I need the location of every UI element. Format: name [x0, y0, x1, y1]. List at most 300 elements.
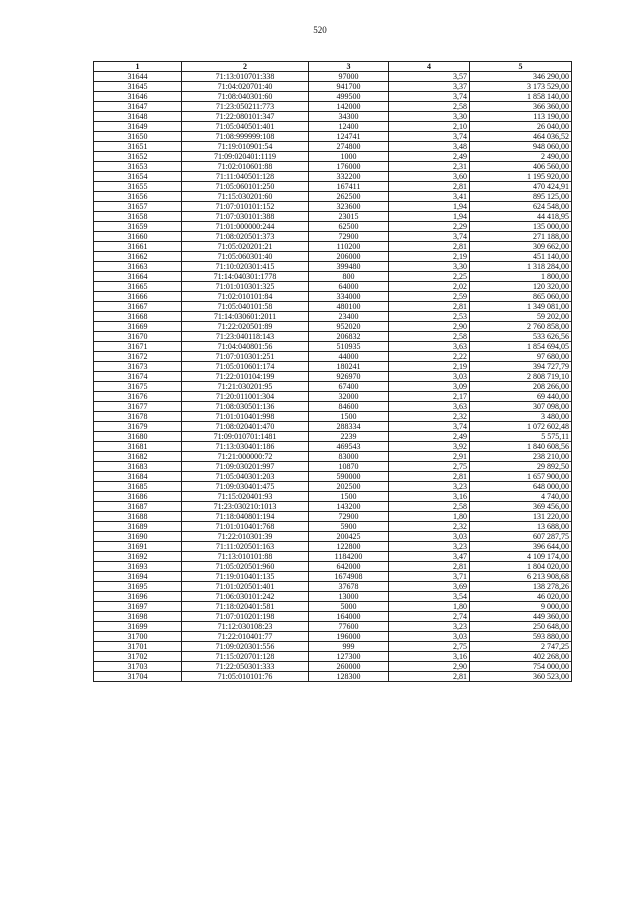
row-number-cell: 31690: [94, 532, 182, 542]
rate-cell: 2,81: [389, 562, 470, 572]
rate-cell: 2,17: [389, 392, 470, 402]
rate-cell: 1,94: [389, 202, 470, 212]
value-cell: 533 626,56: [470, 332, 572, 342]
row-number-cell: 31692: [94, 552, 182, 562]
area-cell: 97000: [309, 72, 389, 82]
row-number-cell: 31685: [94, 482, 182, 492]
column-header-1: 1: [94, 62, 182, 72]
value-cell: 470 424,91: [470, 182, 572, 192]
value-cell: 360 523,00: [470, 672, 572, 682]
rate-cell: 2,58: [389, 102, 470, 112]
area-cell: 84600: [309, 402, 389, 412]
area-cell: 23400: [309, 312, 389, 322]
cadastral-number-cell: 71:19:010401:135: [182, 572, 309, 582]
area-cell: 926970: [309, 372, 389, 382]
rate-cell: 2,90: [389, 322, 470, 332]
cadastral-number-cell: 71:08:020401:470: [182, 422, 309, 432]
table-row: [94, 202, 572, 212]
area-cell: 34300: [309, 112, 389, 122]
value-cell: 1 858 140,00: [470, 92, 572, 102]
row-number-cell: 31660: [94, 232, 182, 242]
rate-cell: 3,03: [389, 372, 470, 382]
area-cell: 176000: [309, 162, 389, 172]
table-row: [94, 82, 572, 92]
area-cell: 180241: [309, 362, 389, 372]
rate-cell: 3,74: [389, 132, 470, 142]
cadastral-number-cell: 71:21:030201:95: [182, 382, 309, 392]
rate-cell: 2,02: [389, 282, 470, 292]
rate-cell: 3,03: [389, 632, 470, 642]
cadastral-number-cell: 71:21:000000:72: [182, 452, 309, 462]
row-number-cell: 31687: [94, 502, 182, 512]
row-number-cell: 31657: [94, 202, 182, 212]
column-header-3: 3: [309, 62, 389, 72]
area-cell: 64000: [309, 282, 389, 292]
row-number-cell: 31662: [94, 252, 182, 262]
row-number-cell: 31653: [94, 162, 182, 172]
row-number-cell: 31703: [94, 662, 182, 672]
cadastral-number-cell: 71:04:040801:56: [182, 342, 309, 352]
area-cell: 260000: [309, 662, 389, 672]
area-cell: 124741: [309, 132, 389, 142]
value-cell: 346 290,00: [470, 72, 572, 82]
table-row: [94, 92, 572, 102]
area-cell: 262500: [309, 192, 389, 202]
value-cell: 5 575,11: [470, 432, 572, 442]
cadastral-number-cell: 71:14:040301:1778: [182, 272, 309, 282]
cadastral-number-cell: 71:08:030501:136: [182, 402, 309, 412]
cadastral-number-cell: 71:15:020701:128: [182, 652, 309, 662]
table-row: [94, 272, 572, 282]
value-cell: 238 210,00: [470, 452, 572, 462]
row-number-cell: 31647: [94, 102, 182, 112]
row-number-cell: 31671: [94, 342, 182, 352]
area-cell: 142000: [309, 102, 389, 112]
row-number-cell: 31689: [94, 522, 182, 532]
table-row: [94, 292, 572, 302]
area-cell: 510935: [309, 342, 389, 352]
row-number-cell: 31659: [94, 222, 182, 232]
cadastral-number-cell: 71:07:010201:198: [182, 612, 309, 622]
row-number-cell: 31680: [94, 432, 182, 442]
area-cell: 83000: [309, 452, 389, 462]
value-cell: 1 657 900,00: [470, 472, 572, 482]
table-row: [94, 102, 572, 112]
rate-cell: 3,37: [389, 82, 470, 92]
rate-cell: 2,31: [389, 162, 470, 172]
area-cell: 274800: [309, 142, 389, 152]
rate-cell: 2,32: [389, 522, 470, 532]
area-cell: 480100: [309, 302, 389, 312]
rate-cell: 3,48: [389, 142, 470, 152]
rate-cell: 3,71: [389, 572, 470, 582]
cadastral-number-cell: 71:08:040301:60: [182, 92, 309, 102]
value-cell: 1 804 020,00: [470, 562, 572, 572]
rate-cell: 2,81: [389, 472, 470, 482]
table-row: [94, 182, 572, 192]
row-number-cell: 31645: [94, 82, 182, 92]
rate-cell: 2,81: [389, 302, 470, 312]
table-row: [94, 652, 572, 662]
table-row: [94, 412, 572, 422]
value-cell: 135 000,00: [470, 222, 572, 232]
rate-cell: 2,59: [389, 292, 470, 302]
area-cell: 1500: [309, 412, 389, 422]
cadastral-number-cell: 71:09:030201:997: [182, 462, 309, 472]
value-cell: 1 800,00: [470, 272, 572, 282]
rate-cell: 3,03: [389, 532, 470, 542]
cadastral-number-cell: 71:22:050301:333: [182, 662, 309, 672]
area-cell: 800: [309, 272, 389, 282]
page-number: 520: [313, 25, 327, 35]
row-number-cell: 31656: [94, 192, 182, 202]
table-row: [94, 262, 572, 272]
table-row: [94, 422, 572, 432]
cadastral-number-cell: 71:05:040301:203: [182, 472, 309, 482]
cadastral-number-cell: 71:22:080101:347: [182, 112, 309, 122]
rate-cell: 3,41: [389, 192, 470, 202]
value-cell: 46 020,00: [470, 592, 572, 602]
table-row: [94, 472, 572, 482]
cadastral-number-cell: 71:14:030601:2011: [182, 312, 309, 322]
row-number-cell: 31644: [94, 72, 182, 82]
area-cell: 127300: [309, 652, 389, 662]
value-cell: 1 349 081,00: [470, 302, 572, 312]
row-number-cell: 31673: [94, 362, 182, 372]
area-cell: 110200: [309, 242, 389, 252]
area-cell: 128300: [309, 672, 389, 682]
rate-cell: 2,32: [389, 412, 470, 422]
cadastral-number-cell: 71:22:010301:39: [182, 532, 309, 542]
row-number-cell: 31654: [94, 172, 182, 182]
cadastral-number-cell: 71:09:020401:1119: [182, 152, 309, 162]
cadastral-number-cell: 71:08:999999:108: [182, 132, 309, 142]
value-cell: 396 644,00: [470, 542, 572, 552]
area-cell: 499500: [309, 92, 389, 102]
cadastral-number-cell: 71:09:010701:1481: [182, 432, 309, 442]
value-cell: 138 278,26: [470, 582, 572, 592]
area-cell: 399480: [309, 262, 389, 272]
cadastral-number-cell: 71:01:010301:325: [182, 282, 309, 292]
area-cell: 332200: [309, 172, 389, 182]
cadastral-number-cell: 71:01:020501:401: [182, 582, 309, 592]
table-row: [94, 72, 572, 82]
value-cell: 26 040,00: [470, 122, 572, 132]
table-row: [94, 222, 572, 232]
cadastral-number-cell: 71:18:020401:581: [182, 602, 309, 612]
table-row: [94, 212, 572, 222]
cadastral-number-cell: 71:22:020501:89: [182, 322, 309, 332]
rate-cell: 2,19: [389, 362, 470, 372]
row-number-cell: 31670: [94, 332, 182, 342]
table-row: [94, 602, 572, 612]
row-number-cell: 31697: [94, 602, 182, 612]
area-cell: 1000: [309, 152, 389, 162]
row-number-cell: 31667: [94, 302, 182, 312]
rate-cell: 2,19: [389, 252, 470, 262]
cadastral-number-cell: 71:05:020201:21: [182, 242, 309, 252]
row-number-cell: 31655: [94, 182, 182, 192]
table-row: [94, 512, 572, 522]
area-cell: 941700: [309, 82, 389, 92]
table-row: [94, 302, 572, 312]
value-cell: 754 000,00: [470, 662, 572, 672]
row-number-cell: 31686: [94, 492, 182, 502]
cadastral-number-cell: 71:02:010101:84: [182, 292, 309, 302]
row-number-cell: 31678: [94, 412, 182, 422]
area-cell: 288334: [309, 422, 389, 432]
rate-cell: 2,75: [389, 642, 470, 652]
cadastral-number-cell: 71:08:020501:373: [182, 232, 309, 242]
area-cell: 206000: [309, 252, 389, 262]
area-cell: 62500: [309, 222, 389, 232]
rate-cell: 3,63: [389, 402, 470, 412]
cadastral-number-cell: 71:05:020501:960: [182, 562, 309, 572]
area-cell: 999: [309, 642, 389, 652]
area-cell: 13000: [309, 592, 389, 602]
row-number-cell: 31651: [94, 142, 182, 152]
table-row: [94, 122, 572, 132]
area-cell: 77600: [309, 622, 389, 632]
cadastral-number-cell: 71:07:010101:152: [182, 202, 309, 212]
table-row: [94, 392, 572, 402]
row-number-cell: 31649: [94, 122, 182, 132]
value-cell: 3 173 529,00: [470, 82, 572, 92]
table-row: [94, 132, 572, 142]
area-cell: 1500: [309, 492, 389, 502]
rate-cell: 3,47: [389, 552, 470, 562]
table-row: [94, 642, 572, 652]
value-cell: 607 287,75: [470, 532, 572, 542]
value-cell: 271 188,00: [470, 232, 572, 242]
cadastral-number-cell: 71:23:030210:1013: [182, 502, 309, 512]
table-row: [94, 142, 572, 152]
area-cell: 32000: [309, 392, 389, 402]
table-row: [94, 442, 572, 452]
table-row: [94, 352, 572, 362]
value-cell: 4 740,00: [470, 492, 572, 502]
rate-cell: 3,23: [389, 622, 470, 632]
table-row: [94, 112, 572, 122]
table-row: [94, 322, 572, 332]
table-row: [94, 192, 572, 202]
value-cell: 13 688,00: [470, 522, 572, 532]
cadastral-number-cell: 71:10:020301:415: [182, 262, 309, 272]
area-cell: 200425: [309, 532, 389, 542]
column-header-2: 2: [182, 62, 309, 72]
value-cell: 394 727,79: [470, 362, 572, 372]
value-cell: 366 360,00: [470, 102, 572, 112]
area-cell: 5900: [309, 522, 389, 532]
value-cell: 624 548,00: [470, 202, 572, 212]
row-number-cell: 31693: [94, 562, 182, 572]
cadastral-number-cell: 71:15:020401:93: [182, 492, 309, 502]
row-number-cell: 31681: [94, 442, 182, 452]
value-cell: 9 000,00: [470, 602, 572, 612]
cadastral-number-cell: 71:01:010401:768: [182, 522, 309, 532]
area-cell: 10870: [309, 462, 389, 472]
area-cell: 2239: [309, 432, 389, 442]
table-row: [94, 532, 572, 542]
table-row: [94, 362, 572, 372]
cadastral-number-cell: 71:11:040501:128: [182, 172, 309, 182]
column-header-5: 5: [470, 62, 572, 72]
table-row: [94, 372, 572, 382]
area-cell: 1674908: [309, 572, 389, 582]
rate-cell: 3,63: [389, 342, 470, 352]
row-number-cell: 31674: [94, 372, 182, 382]
rate-cell: 3,74: [389, 422, 470, 432]
rate-cell: 2,49: [389, 152, 470, 162]
rate-cell: 2,74: [389, 612, 470, 622]
row-number-cell: 31665: [94, 282, 182, 292]
row-number-cell: 31669: [94, 322, 182, 332]
value-cell: 2 760 858,00: [470, 322, 572, 332]
table-row: [94, 592, 572, 602]
cadastral-number-cell: 71:13:010701:338: [182, 72, 309, 82]
table-row: [94, 452, 572, 462]
rate-cell: 3,69: [389, 582, 470, 592]
area-cell: 206832: [309, 332, 389, 342]
rate-cell: 2,22: [389, 352, 470, 362]
value-cell: 2 747,25: [470, 642, 572, 652]
row-number-cell: 31676: [94, 392, 182, 402]
area-cell: 67400: [309, 382, 389, 392]
row-number-cell: 31677: [94, 402, 182, 412]
rate-cell: 2,75: [389, 462, 470, 472]
cadastral-number-cell: 71:23:040118:143: [182, 332, 309, 342]
value-cell: 464 036,52: [470, 132, 572, 142]
value-cell: 69 440,00: [470, 392, 572, 402]
value-cell: 449 360,00: [470, 612, 572, 622]
row-number-cell: 31679: [94, 422, 182, 432]
value-cell: 307 098,00: [470, 402, 572, 412]
table-row: [94, 582, 572, 592]
table-row: [94, 552, 572, 562]
row-number-cell: 31691: [94, 542, 182, 552]
rate-cell: 3,09: [389, 382, 470, 392]
cadastral-number-cell: 71:02:010601:88: [182, 162, 309, 172]
table-row: [94, 562, 572, 572]
rate-cell: 3,16: [389, 492, 470, 502]
cadastral-number-cell: 71:07:030101:388: [182, 212, 309, 222]
table-row: [94, 382, 572, 392]
row-number-cell: 31664: [94, 272, 182, 282]
area-cell: 196000: [309, 632, 389, 642]
table-row: [94, 522, 572, 532]
area-cell: 44000: [309, 352, 389, 362]
cadastral-number-cell: 71:05:060101:250: [182, 182, 309, 192]
row-number-cell: 31658: [94, 212, 182, 222]
rate-cell: 3,74: [389, 92, 470, 102]
cadastral-number-cell: 71:22:010104:199: [182, 372, 309, 382]
value-cell: 369 456,00: [470, 502, 572, 512]
row-number-cell: 31704: [94, 672, 182, 682]
rate-cell: 2,53: [389, 312, 470, 322]
area-cell: 37678: [309, 582, 389, 592]
cadastral-number-cell: 71:04:020701:40: [182, 82, 309, 92]
rate-cell: 3,16: [389, 652, 470, 662]
rate-cell: 2,10: [389, 122, 470, 132]
table-row: [94, 252, 572, 262]
value-cell: 1 318 284,00: [470, 262, 572, 272]
value-cell: 97 680,00: [470, 352, 572, 362]
value-cell: 1 072 602,48: [470, 422, 572, 432]
area-cell: 323600: [309, 202, 389, 212]
value-cell: 29 892,50: [470, 462, 572, 472]
table-row: [94, 622, 572, 632]
table-row: [94, 432, 572, 442]
cadastral-number-cell: 71:05:010601:174: [182, 362, 309, 372]
rate-cell: 1,80: [389, 512, 470, 522]
rate-cell: 2,29: [389, 222, 470, 232]
table-row: [94, 282, 572, 292]
rate-cell: 2,49: [389, 432, 470, 442]
area-cell: 143200: [309, 502, 389, 512]
row-number-cell: 31695: [94, 582, 182, 592]
cadastral-number-cell: 71:20:011001:304: [182, 392, 309, 402]
table-row: [94, 612, 572, 622]
table-row: [94, 342, 572, 352]
row-number-cell: 31698: [94, 612, 182, 622]
rate-cell: 2,81: [389, 182, 470, 192]
table-row: [94, 242, 572, 252]
rate-cell: 3,92: [389, 442, 470, 452]
value-cell: 895 125,00: [470, 192, 572, 202]
area-cell: 642000: [309, 562, 389, 572]
rate-cell: 3,60: [389, 172, 470, 182]
value-cell: 250 648,00: [470, 622, 572, 632]
area-cell: 122800: [309, 542, 389, 552]
value-cell: 2 808 719,10: [470, 372, 572, 382]
table-body: [94, 72, 572, 682]
rate-cell: 3,54: [389, 592, 470, 602]
value-cell: 648 000,00: [470, 482, 572, 492]
row-number-cell: 31675: [94, 382, 182, 392]
cadastral-number-cell: 71:09:020301:556: [182, 642, 309, 652]
row-number-cell: 31696: [94, 592, 182, 602]
row-number-cell: 31648: [94, 112, 182, 122]
cadastral-number-cell: 71:07:010301:251: [182, 352, 309, 362]
column-header-4: 4: [389, 62, 470, 72]
cadastral-number-cell: 71:11:020501:163: [182, 542, 309, 552]
cadastral-number-cell: 71:13:010101:88: [182, 552, 309, 562]
value-cell: 59 202,00: [470, 312, 572, 322]
rate-cell: 2,90: [389, 662, 470, 672]
rate-cell: 3,30: [389, 262, 470, 272]
value-cell: 120 320,00: [470, 282, 572, 292]
table-row: [94, 482, 572, 492]
rate-cell: 1,94: [389, 212, 470, 222]
area-cell: 952020: [309, 322, 389, 332]
table-row: [94, 152, 572, 162]
area-cell: 202500: [309, 482, 389, 492]
area-cell: 164000: [309, 612, 389, 622]
table-row: [94, 542, 572, 552]
row-number-cell: 31701: [94, 642, 182, 652]
table-row: [94, 632, 572, 642]
table-row: [94, 402, 572, 412]
value-cell: 3 480,00: [470, 412, 572, 422]
area-cell: 469543: [309, 442, 389, 452]
row-number-cell: 31682: [94, 452, 182, 462]
value-cell: 593 880,00: [470, 632, 572, 642]
row-number-cell: 31666: [94, 292, 182, 302]
value-cell: 309 662,00: [470, 242, 572, 252]
cadastral-number-cell: 71:18:040801:194: [182, 512, 309, 522]
table-row: [94, 332, 572, 342]
rate-cell: 3,74: [389, 232, 470, 242]
